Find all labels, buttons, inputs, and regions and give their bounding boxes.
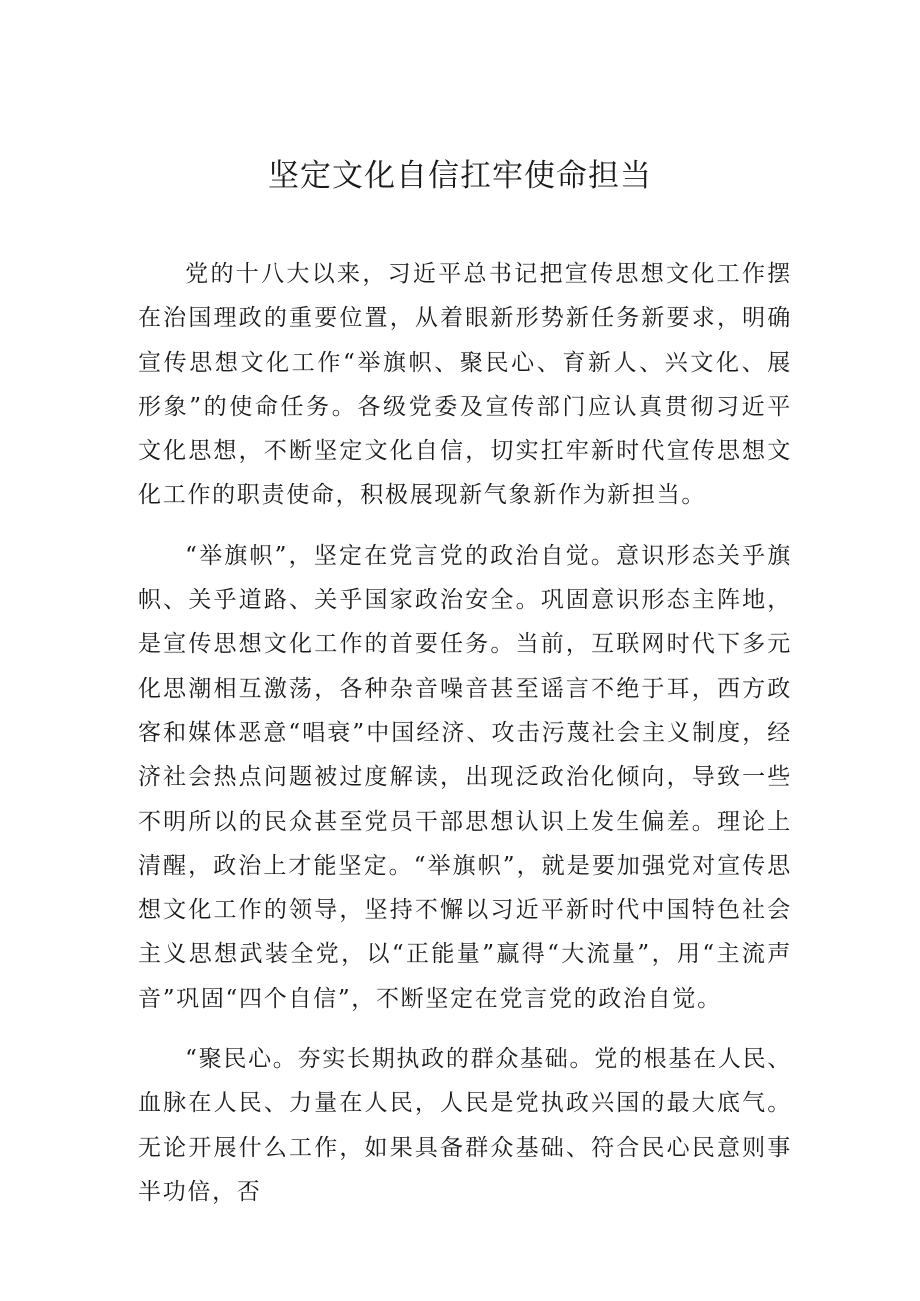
paragraph-intro: 党的十八大以来，习近平总书记把宣传思想文化工作摆在治国理政的重要位置，从着眼新形势新任务新要求，明确宣传思想文化工作“举旗帜、聚民心、育新人、兴文化、展形象”的使命任务。各级党委及宣传部门应认真贯彻习近平文化思想，不断坚定文化自信，切实扛牢新时代宣传思想文化工作的职责使命，积极展现新气象新作为新担当。: [138, 261, 792, 509]
paragraph-unite-hearts: “聚民心。夯实长期执政的群众基础。党的根基在人民、血脉在人民、力量在人民，人民是党执政兴国的最大底气。无论开展什么工作，如果具备群众基础、符合民心民意则事半功倍，否: [138, 1046, 792, 1205]
paragraph-raise-banner: “举旗帜”，坚定在党言党的政治自觉。意识形态关乎旗帜、关乎道路、关乎国家政治安全。巩固意识形态主阵地，是宣传思想文化工作的首要任务。当前，互联网时代下多元化思潮相互激荡，各种杂音噪音甚至谣言不绝于耳，西方政客和媒体恶意“唱衰”中国经济、攻击污蔑社会主义制度，经济社会热点问题被过度解读，出现泛政治化倾向，导致一些不明所以的民众甚至党员干部思想认识上发生偏差。理论上清醒，政治上才能坚定。“举旗帜”，就是要加强党对宣传思想文化工作的领导，坚持不懈以习近平新时代中国特色社会主义思想武装全党，以“正能量”赢得“大流量”，用“主流声音”巩固“四个自信”，不断坚定在党言党的政治自觉。: [138, 542, 792, 1012]
document-body: [138, 252, 792, 1230]
document-title: 坚定文化自信扛牢使命担当: [268, 158, 652, 194]
